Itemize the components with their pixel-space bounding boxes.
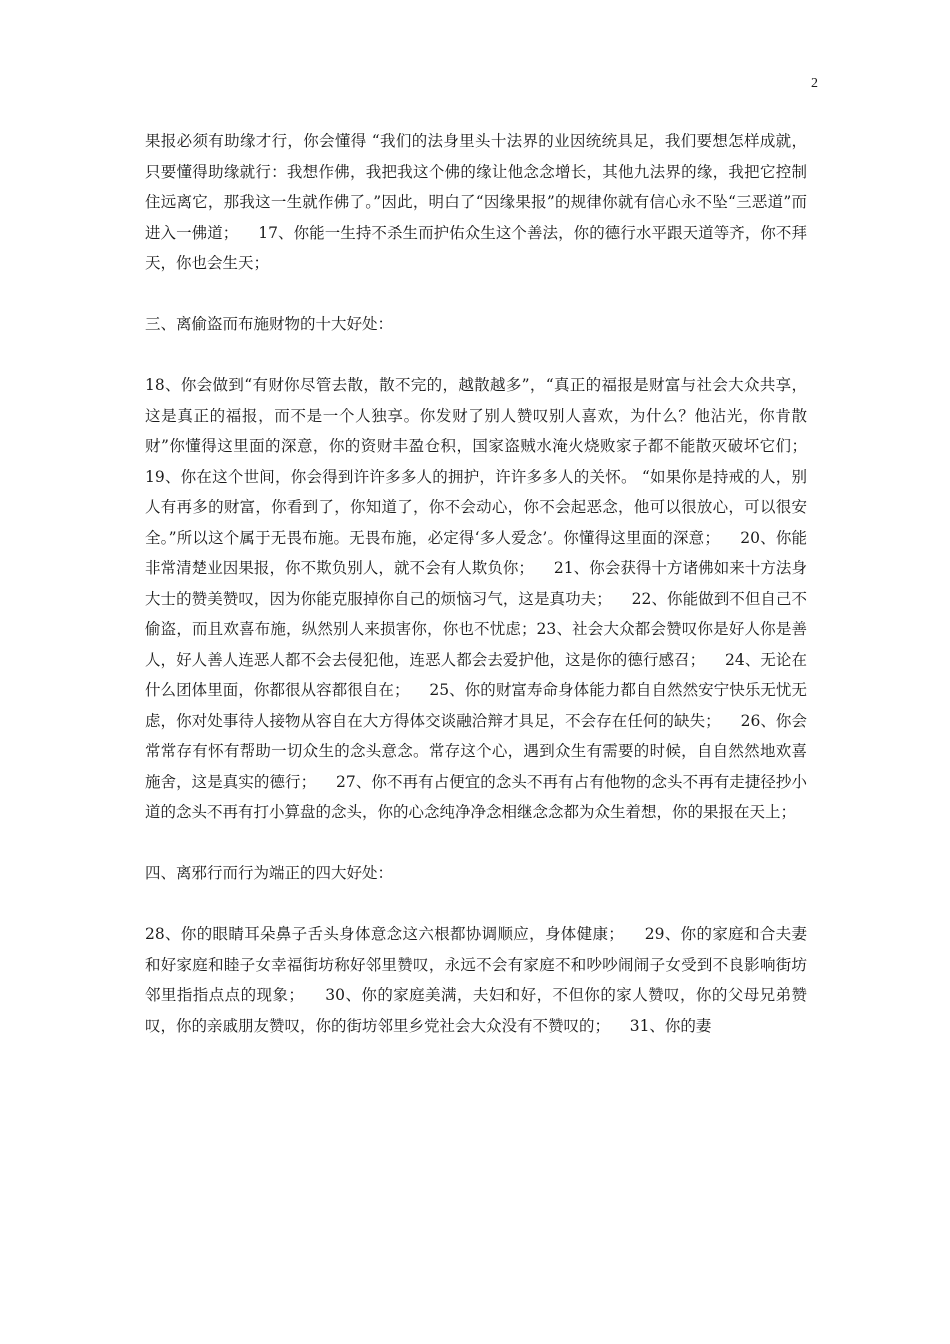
spacer: [145, 279, 807, 309]
document-body: [145, 126, 827, 1041]
spacer: [145, 339, 807, 370]
paragraph-misconduct-benefits: 28、你的眼睛耳朵鼻子舌头身体意念这六根都协调顺应，身体健康； 29、你的家庭和合夫妻和好家庭和睦子女幸福街坊称好邻里赞叹，永远不会有家庭不和吵吵闹闹子女受到不良影响街坊邻里指指点点的现象； 30、你的家庭美满，夫妇和好，不但你的家人赞叹，你的父母兄弟赞叹，你的亲戚朋友赞叹，你的街坊邻里乡党社会大众没有不赞叹的； 31、你的妻: [145, 925, 807, 1035]
section-heading-stealing: 三、离偷盗而布施财物的十大好处：: [145, 314, 394, 333]
paragraph-stealing-benefits: 18、你会做到“有财你尽管去散，散不完的，越散越多”，“真正的福报是财富与社会大众共享，这是真正的福报，而不是一个人独享。你发财了别人赞叹别人喜欢，为什么？他沾光，你肯散财”你懂得这里面的深意，你的资财丰盈仓积，国家盗贼水淹火烧败家子都不能散灭破坏它们； 19、你在这个世间，你会得到许许多多人的拥护，许许多多人的关怀。 “如果你是持戒的人，别人有再多的财富，你看到了，你知道了，你不会动心，你不会起恶念，他可以很放心，可以很安全。”所以这个属于无畏布施。无畏布施，必定得‘多人爱念’。你懂得这里面的深意； 20、你能非常清楚业因果报，你不欺负别人，就不会有人欺负你； 21、你会获得十方诸佛如来十方法身大士的赞美赞叹，因为你能克服掉你自己的烦恼习气，这是真功夫； 22、你能做到不但自己不偷盗，而且欢喜布施，纵然别人来损害你，你也不忧虑；23、社会大众都会赞叹你是好人你是善人，好人善人连恶人都不会去侵犯他，连恶人都会去爱护他，这是你的德行感召； 24、无论在什么团体里面，你都很从容都很自在； 25、你的财富寿命身体能力都自自然然安宁快乐无忧无虑，你对处事待人接物从容自在大方得体交谈融洽辩才具足，不会存在任何的缺失； 26、你会常常存有怀有帮助一切众生的念头意念。常存这个心，遇到众生有需要的时候，自自然然地欢喜施舍，这是真实的德行； 27、你不再有占便宜的念头不再有占有他物的念头不再有走捷径抄小道的念头不再有打小算盘的念头，你的心念纯净净念相继念念都为众生着想，你的果报在天上；: [145, 376, 827, 821]
spacer: [145, 888, 807, 919]
section-heading-misconduct: 四、离邪行而行为端正的四大好处：: [145, 863, 394, 882]
paragraph-karma-conditions: 果报必须有助缘才行，你会懂得 “我们的法身里头十法界的业因统统具足，我们要想怎样成就，只要懂得助缘就行：我想作佛，我把我这个佛的缘让他念念增长，其他九法界的缘，我把它控制住远离它，那我这一生就作佛了。”因此，明白了“因缘果报”的规律你就有信心永不坠“三恶道”而进入一佛道； 17、你能一生持不杀生而护佑众生这个善法，你的德行水平跟天道等齐，你不拜天，你也会生天；: [145, 132, 807, 272]
spacer: [145, 828, 807, 858]
page-number: 2: [811, 76, 818, 91]
